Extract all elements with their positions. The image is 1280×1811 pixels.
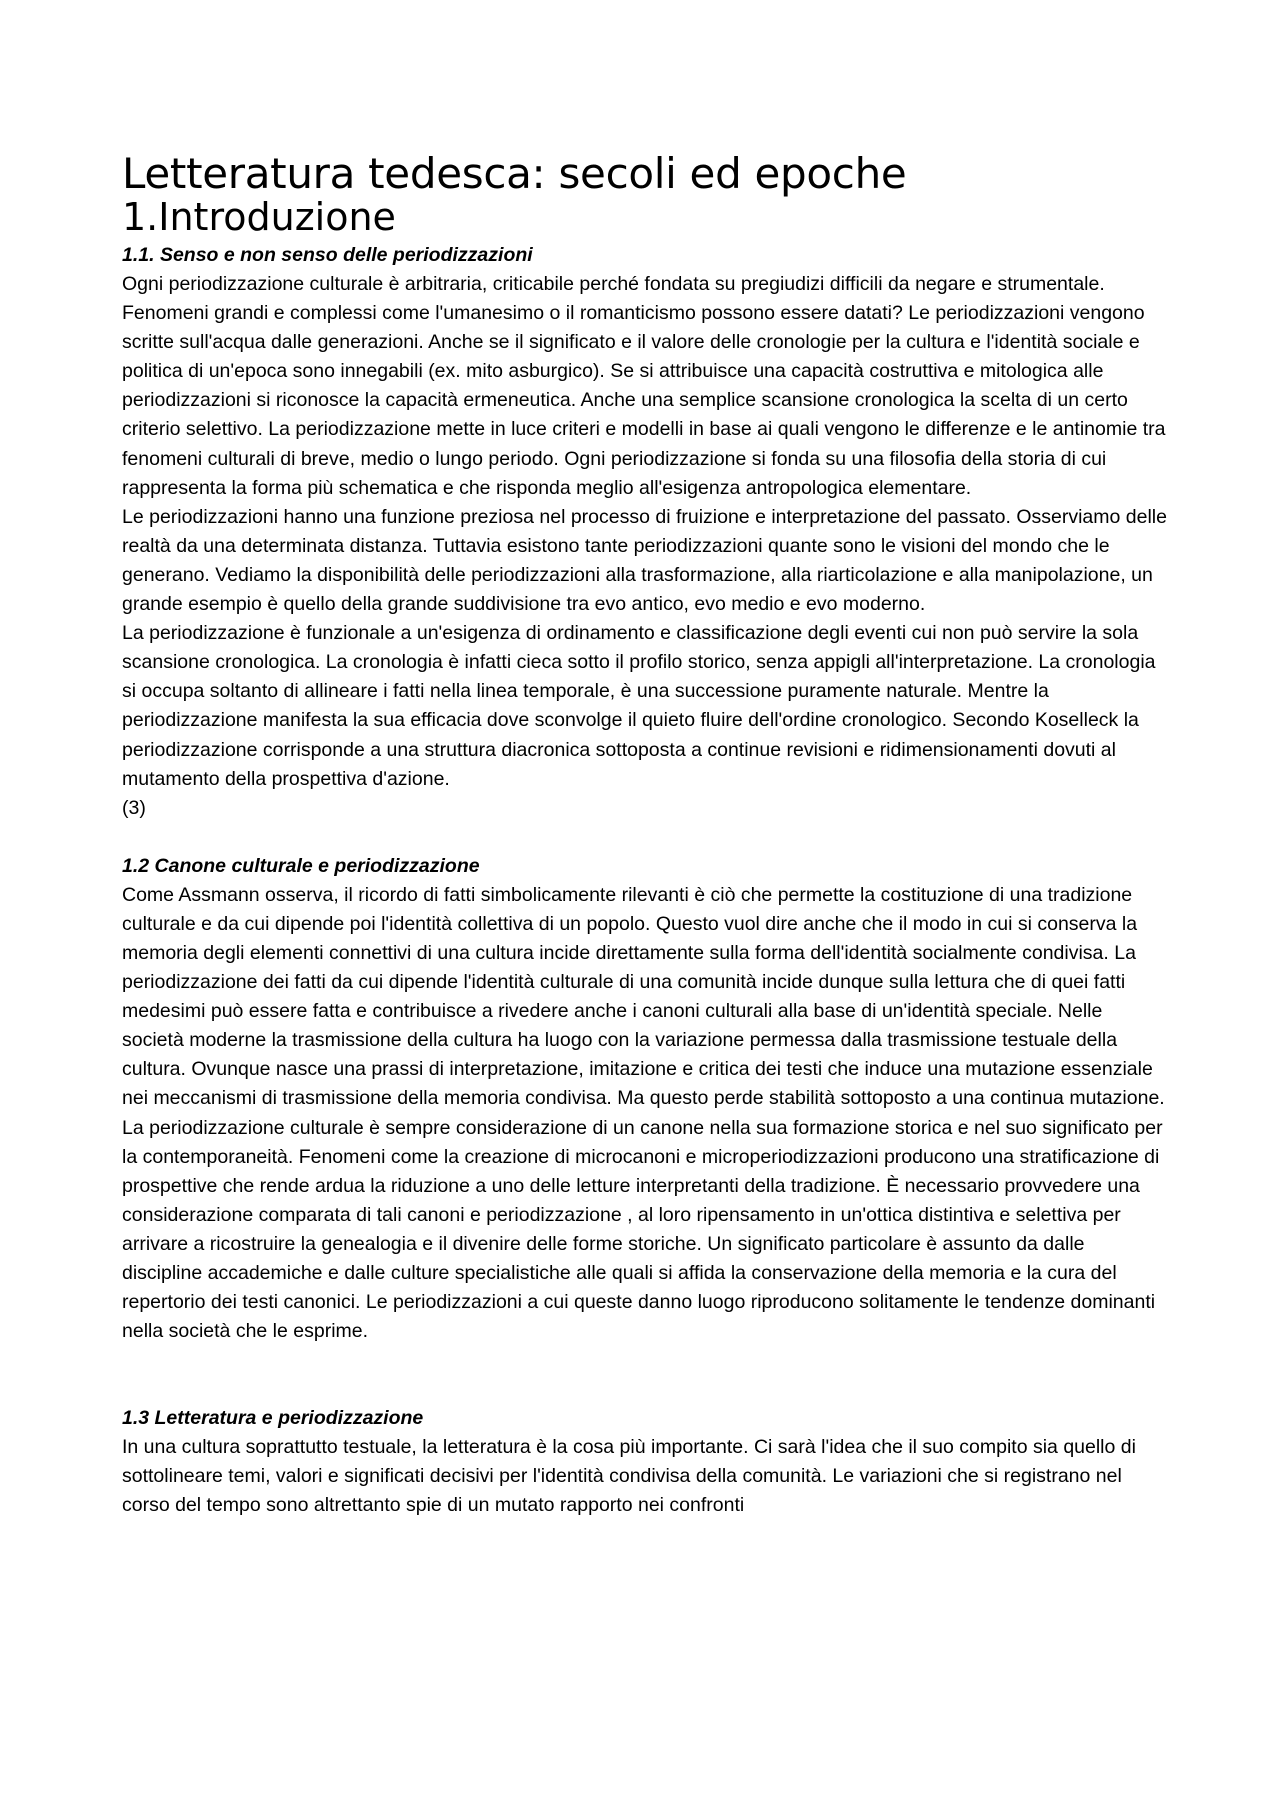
document-title: Letteratura tedesca: secoli ed epoche xyxy=(122,149,907,198)
section-1-3 xyxy=(122,1404,1167,1520)
section-heading: 1.3 Letteratura e periodizzazione xyxy=(122,1407,424,1430)
document-page xyxy=(122,150,1167,1521)
section-heading: 1.1. Senso e non senso delle periodizzazioni xyxy=(122,244,533,266)
page-reference: (3) xyxy=(122,796,146,819)
paragraph: Ogni periodizzazione culturale è arbitraria, criticabile perché fondata su pregiudizi difficili da negare e strumentale. Fenomeni grandi e complessi come l'umanesimo o il romanticismo possono essere datati? Le periodizzazioni vengono scritte sull'acqua dalle generazioni. Anche se il significato e il valore delle cronologie per la cultura e l'identità sociale e politica di un'epoca sono innegabili (ex. mito asburgico). Se si attribuisce una capacità costruttiva e mitologica alle periodizzazioni si riconosce la capacità ermeneutica. Anche una semplice scansione cronologica la scelta di un certo criterio selettivo. La periodizzazione mette in luce criteri e modelli in base ai quali vengono le differenze e le antinomie tra fenomeni culturali di breve, medio o lungo periodo. Ogni periodizzazione si fonda su una filosofia della storia di cui rappresenta la forma più schematica e che risponda meglio all'esigenza antropologica elementare. xyxy=(122,273,1166,499)
spacer xyxy=(122,823,1167,852)
section-1-2 xyxy=(122,852,1167,1347)
section-heading: 1.2 Canone culturale e periodizzazione xyxy=(122,854,480,877)
section-1-1 xyxy=(122,241,1167,823)
paragraph: Le periodizzazioni hanno una funzione preziosa nel processo di fruizione e interpretazione del passato. Osserviamo delle realtà da una determinata distanza. Tuttavia esistono tante periodizzazioni quante sono le visioni del mondo che le generano. Vediamo la disponibilità delle periodizzazioni alla trasformazione, alla riarticolazione e alla manipolazione, un grande esempio è quello della grande suddivisione tra evo antico, evo medio e evo moderno. xyxy=(122,505,1167,616)
paragraph: In una cultura soprattutto testuale, la letteratura è la cosa più importante. Ci sarà l'idea che il suo compito sia quello di sottolineare temi, valori e significati decisivi per l'identità condivisa della comunità. Le variazioni che si registrano nel corso del tempo sono altrettanto spie di un mutato rapporto nei confronti xyxy=(122,1436,1136,1517)
spacer xyxy=(122,1346,1167,1404)
paragraph: Come Assmann osserva, il ricordo di fatti simbolicamente rilevanti è ciò che permette la costituzione di una tradizione culturale e da cui dipende poi l'identità collettiva di un popolo. Questo vuol dire anche che il modo in cui si conserva la memoria degli elementi connettivi di una cultura incide direttamente sulla forma dell'identità socialmente condivisa. La periodizzazione dei fatti da cui dipende l'identità culturale di una comunità incide dunque sulla lettura che di quei fatti medesimi può essere fatta e contribuisce a rivedere anche i canoni culturali alla base di un'identità speciale. Nelle società moderne la trasmissione della cultura ha luogo con la variazione permessa dalla trasmissione testuale della cultura. Ovunque nasce una prassi di interpretazione, imitazione e critica dei testi che induce una mutazione essenziale nei meccanismi di trasmissione della memoria condivisa. Ma questo perde stabilità sottoposto a una continua mutazione. La periodizzazione culturale è sempre considerazione di un canone nella sua formazione storica e nel suo significato per la contemporaneità. Fenomeni come la creazione di microcanoni e microperiodizzazioni producono una stratificazione di prospettive che rende ardua la riduzione a uno delle letture interpretanti della tradizione. È necessario provvedere una considerazione comparata di tali canoni e periodizzazione , al loro ripensamento in un'ottica distintiva e selettiva per arrivare a ricostruire la genealogia e il divenire delle forme storiche. Un significato particolare è assunto da dalle discipline accademiche e dalle culture specialistiche alle quali si affida la conservazione della memoria e la cura del repertorio dei testi canonici. Le periodizzazioni a cui queste danno luogo riproducono solitamente le tendenze dominanti nella società che le esprime. xyxy=(122,883,1165,1343)
paragraph: La periodizzazione è funzionale a un'esigenza di ordinamento e classificazione degli eventi cui non può servire la sola scansione cronologica. La cronologia è infatti cieca sotto il profilo storico, senza appigli all'interpretazione. La cronologia si occupa soltanto di allineare i fatti nella linea temporale, è una successione puramente naturale. Mentre la periodizzazione manifesta la sua efficacia dove sconvolge il quieto fluire dell'ordine cronologico. Secondo Koselleck la periodizzazione corrisponde a una struttura diacronica sottoposta a continue revisioni e ridimensionamenti dovuti al mutamento della prospettiva d'azione. xyxy=(122,622,1156,790)
chapter-heading: 1.Introduzione xyxy=(122,195,396,239)
